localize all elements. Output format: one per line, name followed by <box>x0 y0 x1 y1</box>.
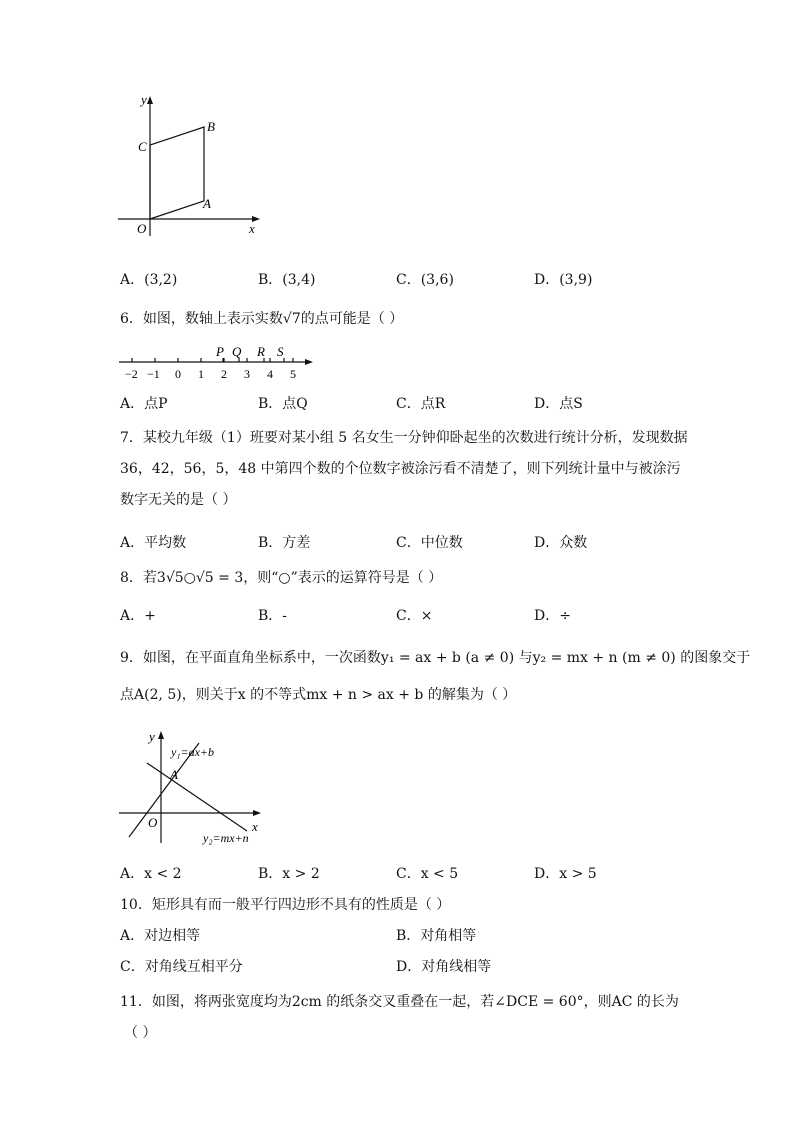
q6-point-r: R <box>257 344 265 359</box>
q8-option-d[interactable]: D．÷ <box>534 608 571 624</box>
q6-stem-sqrt: √7 <box>282 311 301 327</box>
q7-stem-line2: 36，42，56，5，48 中第四个数的个位数字被涂污看不清楚了，则下列统计量中与被涂污 <box>120 461 681 477</box>
q6-option-d[interactable]: D．点S <box>534 396 583 412</box>
q9-y-arrow <box>158 731 164 739</box>
q7-option-d[interactable]: D．众数 <box>534 535 588 551</box>
q5-label-b: B <box>207 119 215 134</box>
q9-label-y1: y₁=ax+b <box>171 745 215 759</box>
q7-option-a[interactable]: A．平均数 <box>120 535 187 551</box>
q7-stem-line1: 7．某校九年级（1）班要对某小组 5 名女生一分钟仰卧起坐的次数进行统计分析，发现数据 <box>120 430 688 446</box>
q9-label-o: O <box>148 815 158 830</box>
q6-tick-label-5: 5 <box>290 367 296 381</box>
q5-option-d[interactable]: D．(3,9) <box>534 272 593 288</box>
q6-option-b[interactable]: B．点Q <box>258 396 308 412</box>
q5-label-c: C <box>138 139 147 154</box>
q9-option-b[interactable]: B．x > 2 <box>258 866 320 882</box>
q9-x-arrow <box>253 810 261 816</box>
q6-number-line <box>115 340 320 382</box>
q6-stem <box>120 309 403 329</box>
q5-label-y: y <box>141 92 147 107</box>
q6-point-q: Q <box>232 344 242 359</box>
q6-stem-pre: 6．如图，数轴上表示实数 <box>120 311 283 327</box>
q10-option-a[interactable]: A．对边相等 <box>120 928 201 944</box>
q11-stem-line1: 11．如图，将两张宽度均为2cm 的纸条交叉重叠在一起，若∠DCE = 60°，则AC 的长为 <box>120 994 679 1010</box>
q6-tick-label-1: 1 <box>198 367 204 381</box>
q5-figure <box>110 88 270 238</box>
q11-stem-line2: （ ） <box>124 1025 157 1041</box>
q6-tick-label-2: 2 <box>221 367 227 381</box>
q10-option-c[interactable]: C．对角线互相平分 <box>120 959 243 975</box>
q10-option-b[interactable]: B．对角相等 <box>396 928 477 944</box>
q6-stem-post: 的点可能是（ ） <box>300 311 404 327</box>
q9-option-c[interactable]: C．x < 5 <box>396 866 459 882</box>
q5-option-c[interactable]: C．(3,6) <box>396 272 454 288</box>
q9-label-y2: y₂=mx+n <box>203 831 249 845</box>
q5-parallelogram <box>150 127 204 219</box>
q9-figure <box>115 725 275 850</box>
q9-stem-line1: 9．如图，在平面直角坐标系中，一次函数y₁ = ax + b (a ≠ 0) 与y₂ = mx + n (m ≠ 0) 的图象交于 <box>120 650 751 666</box>
q6-point-p: P <box>216 344 224 359</box>
q9-label-a: A <box>170 767 178 782</box>
q6-point-s: S <box>277 344 284 359</box>
q8-option-c[interactable]: C．× <box>396 608 433 624</box>
q10-stem: 10．矩形具有而一般平行四边形不具有的性质是（ ） <box>120 897 451 913</box>
q9-option-a[interactable]: A．x < 2 <box>120 866 182 882</box>
q5-option-b[interactable]: B．(3,4) <box>258 272 316 288</box>
q6-axis-arrow <box>305 359 313 365</box>
q6-tick-label-m1: −1 <box>147 367 160 381</box>
q9-label-x: x <box>252 819 258 834</box>
q9-stem-line2: 点A(2, 5)，则关于x 的不等式mx + n > ax + b 的解集为（ ） <box>120 687 517 703</box>
q10-option-d[interactable]: D．对角线相等 <box>396 959 492 975</box>
q9-label-y: y <box>149 729 155 744</box>
q6-tick-label-4: 4 <box>267 367 273 381</box>
q7-stem-line3: 数字无关的是（ ） <box>120 492 237 508</box>
q5-label-a: A <box>203 196 211 211</box>
q7-option-c[interactable]: C．中位数 <box>396 535 463 551</box>
q6-option-c[interactable]: C．点R <box>396 396 446 412</box>
q8-stem: 8．若3√5○√5 = 3，则“○”表示的运算符号是（ ） <box>120 570 443 586</box>
q6-option-a[interactable]: A．点P <box>120 396 168 412</box>
q9-line-y2 <box>147 763 247 831</box>
q9-option-d[interactable]: D．x > 5 <box>534 866 597 882</box>
q8-option-b[interactable]: B．- <box>258 608 288 624</box>
q6-tick-label-3: 3 <box>244 367 250 381</box>
q6-tick-label-m2: −2 <box>125 367 138 381</box>
q5-y-arrow <box>147 96 153 104</box>
q5-option-a[interactable]: A．(3,2) <box>120 272 178 288</box>
q5-label-x: x <box>249 221 255 236</box>
q5-label-o: O <box>137 221 147 236</box>
q8-option-a[interactable]: A．+ <box>120 608 156 624</box>
q7-option-b[interactable]: B．方差 <box>258 535 311 551</box>
q6-tick-label-0: 0 <box>175 367 181 381</box>
